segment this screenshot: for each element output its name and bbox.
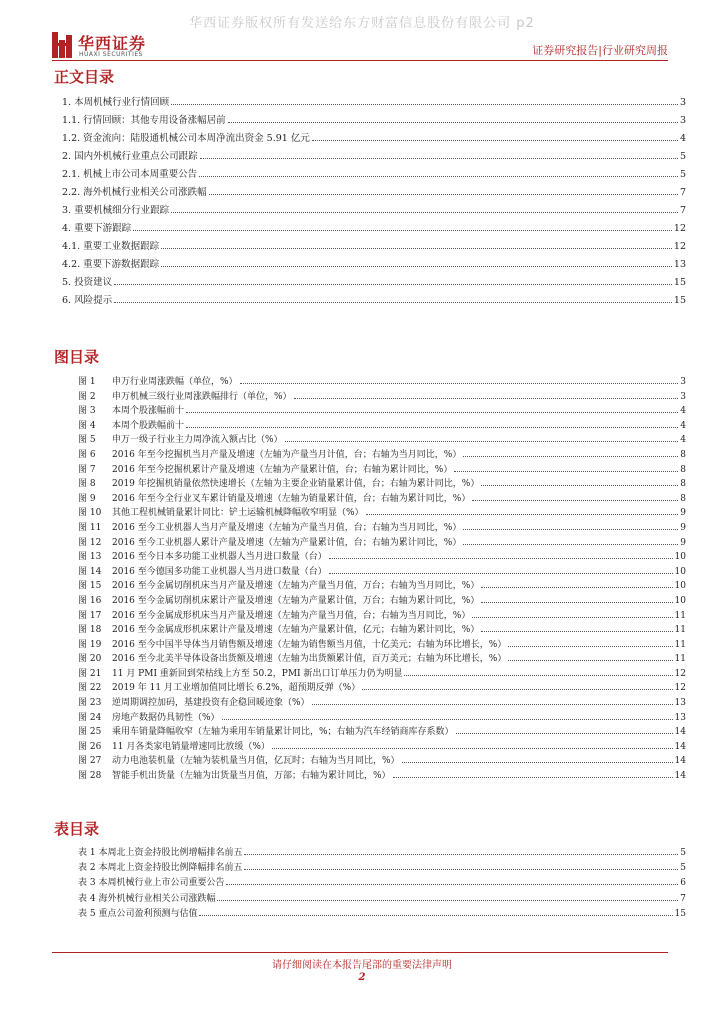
figure-entry-number: 图 27 <box>78 756 102 767</box>
figure-entry-number: 图 7 <box>78 464 96 475</box>
logo-icon <box>52 32 72 58</box>
figure-entry-page: 10 <box>674 595 686 606</box>
dot-leader <box>463 456 678 457</box>
dot-leader <box>393 777 673 778</box>
dot-leader <box>362 689 672 690</box>
figure-entry-title: 申万一级子行业主力周净流入额占比（%） <box>112 435 283 446</box>
figure-entry-page: 8 <box>680 464 686 475</box>
figure-entry-title: 2016 至今北美半导体设备出货额及增速（左轴为出货额累计值，百万美元；右轴为环比增长，%） <box>112 654 507 665</box>
figure-entry-page: 8 <box>680 479 686 490</box>
dot-leader <box>272 748 673 749</box>
dot-leader <box>200 158 678 159</box>
figure-entry-number: 图 28 <box>78 771 102 782</box>
toc-entry-label: 5. 投资建议 <box>62 277 113 288</box>
figure-entry-title: 2016 年至今全行业叉车累计销量及增速（左轴为销量累计值，台；右轴为累计同比，%） <box>112 493 471 504</box>
dot-leader <box>329 558 673 559</box>
figure-entry[interactable] <box>78 492 686 507</box>
figure-entry-title: 房地产数据仍具韧性（%） <box>112 712 220 723</box>
table-entry-page: 5 <box>680 848 686 858</box>
toc-entry[interactable] <box>62 274 686 292</box>
dot-leader <box>463 529 678 530</box>
figure-entry[interactable] <box>78 536 686 551</box>
figure-entry-title: 本周个股跌幅前十 <box>112 420 185 431</box>
dot-leader <box>244 869 678 870</box>
dot-leader <box>463 544 678 545</box>
dot-leader <box>472 500 678 501</box>
figure-entry-number: 图 8 <box>78 479 96 490</box>
toc-entry-label: 4.2. 重要下游数据跟踪 <box>62 259 160 270</box>
figure-list-title: 图目录 <box>54 348 100 366</box>
dot-leader <box>454 471 678 472</box>
table-entry[interactable] <box>78 892 686 907</box>
page-number: 2 <box>358 972 366 983</box>
figure-entry-title: 2019 年 11 月工业增加值同比增长 6.2%，超预期反弹（%） <box>112 683 361 694</box>
dot-leader <box>209 194 678 195</box>
figure-entry-page: 14 <box>674 741 686 752</box>
dot-leader <box>240 383 679 384</box>
toc-entry-page: 12 <box>673 241 686 252</box>
figure-entry-page: 14 <box>674 771 686 782</box>
toc-entry[interactable] <box>62 112 686 130</box>
figure-entry-number: 图 18 <box>78 625 102 636</box>
figure-entry-title: 2016 至今工业机器人累计产量及增速（左轴为产量累计值，台；右轴为累计同比，%） <box>112 537 462 548</box>
table-entry-page: 15 <box>674 908 686 919</box>
figure-entry-number: 图 19 <box>78 639 102 650</box>
dot-leader <box>114 284 672 285</box>
dot-leader <box>244 854 678 855</box>
toc-entry-page: 5 <box>679 169 686 180</box>
toc-entry-label: 2. 国内外机械行业重点公司跟踪 <box>62 151 198 162</box>
dot-leader <box>226 884 678 885</box>
table-entry[interactable] <box>78 861 686 876</box>
figure-entry-number: 图 1 <box>78 377 96 387</box>
dot-leader <box>222 719 673 720</box>
figure-entry-title: 2016 年至今挖掘机累计产量及增速（左轴为产量累计值，台；右轴为累计同比，%） <box>112 464 453 475</box>
figure-entry-number: 图 22 <box>78 683 102 694</box>
table-entry-page: 6 <box>680 878 686 889</box>
figure-entry-number: 图 5 <box>78 435 96 446</box>
figure-entry-number: 图 23 <box>78 698 102 709</box>
figure-entry[interactable] <box>78 696 686 711</box>
dot-leader <box>508 660 672 661</box>
toc-entry[interactable] <box>62 94 686 112</box>
table-entry[interactable] <box>78 907 686 922</box>
dot-leader <box>402 762 673 763</box>
figure-entry-page: 11 <box>674 639 686 650</box>
figure-entry[interactable] <box>78 404 686 419</box>
figure-entry-page: 12 <box>674 683 686 694</box>
dot-leader <box>171 212 678 213</box>
figure-entry-number: 图 15 <box>78 581 102 592</box>
figure-entry-page: 9 <box>680 537 686 548</box>
figure-entry-title: 2016 年至今挖掘机当月产量及增速（左轴为产量当月计值，台；右轴为当月同比，%） <box>112 449 462 460</box>
figure-entry-number: 图 9 <box>78 493 96 504</box>
toc-entry-page: 5 <box>679 151 686 162</box>
dot-leader <box>161 266 672 267</box>
table-list-title: 表目录 <box>54 820 100 838</box>
figure-entry-page: 10 <box>674 552 686 563</box>
dot-leader <box>472 617 672 618</box>
toc-entry-label: 6. 风险提示 <box>62 295 113 306</box>
figure-entry[interactable] <box>78 711 686 726</box>
toc-entry-label: 2.1. 机械上市公司本周重要公告 <box>62 169 198 180</box>
dot-leader <box>217 900 678 901</box>
figure-entry-title: 2016 至今金属成形机床累计产量及增速（左轴为产量累计值，亿元；右轴为累计同比，%） <box>112 625 480 636</box>
figure-entry[interactable] <box>78 565 686 580</box>
dot-leader <box>228 122 678 123</box>
table-entry-label: 表 4 海外机械行业相关公司涨跌幅 <box>78 893 216 904</box>
figure-entry-title: 2016 至今金属成形机床当月产量及增速（左轴为产量当月值，台；右轴为当月同比，%） <box>112 610 471 621</box>
dot-leader <box>161 248 672 249</box>
toc-entry-page: 3 <box>679 97 686 108</box>
dot-leader <box>404 675 672 676</box>
toc-entry[interactable] <box>62 238 686 256</box>
figure-entry[interactable] <box>78 652 686 667</box>
figure-entry-title: 2016 至今中国半导体当月销售额及增速（左轴为销售额当月值，十亿美元；右轴为环比增长，%） <box>112 639 507 650</box>
toc-entry[interactable] <box>62 202 686 220</box>
dot-leader <box>481 631 672 632</box>
figure-entry[interactable] <box>78 433 686 448</box>
figure-entry-page: 11 <box>674 625 686 636</box>
dot-leader <box>171 104 678 105</box>
figure-entry[interactable] <box>78 609 686 624</box>
figure-entry-number: 图 6 <box>78 449 96 460</box>
toc-entry[interactable] <box>62 292 686 310</box>
figure-entry-title: 智能手机出货量（左轴为出货量当月值，万部；右轴为累计同比，%） <box>112 771 391 782</box>
figure-entry[interactable] <box>78 754 686 769</box>
figure-list <box>78 375 686 784</box>
toc-entry-page: 7 <box>679 187 686 198</box>
toc-entry-page: 4 <box>679 133 686 144</box>
figure-entry[interactable] <box>78 667 686 682</box>
table-entry[interactable] <box>78 846 686 861</box>
figure-entry[interactable] <box>78 594 686 609</box>
toc-entry-page: 13 <box>673 259 686 270</box>
table-entry[interactable] <box>78 876 686 891</box>
figure-entry-number: 图 17 <box>78 610 102 621</box>
logo-english-name: HUAXI SECURITIES <box>79 51 143 58</box>
figure-entry[interactable] <box>78 375 686 390</box>
figure-entry[interactable] <box>78 623 686 638</box>
header-divider <box>52 60 668 61</box>
figure-entry-number: 图 11 <box>78 522 102 533</box>
figure-entry-page: 14 <box>674 756 686 767</box>
figure-entry[interactable] <box>78 725 686 740</box>
report-type-label: 证券研究报告|行业研究周报 <box>532 44 668 57</box>
toc-entry[interactable] <box>62 220 686 238</box>
toc-title: 正文目录 <box>54 68 115 86</box>
figure-entry-page: 4 <box>680 435 686 446</box>
dot-leader <box>186 412 678 413</box>
figure-entry[interactable] <box>78 419 686 434</box>
figure-entry-page: 4 <box>680 420 686 431</box>
figure-entry-number: 图 21 <box>78 668 102 679</box>
figure-entry-page: 11 <box>674 654 686 665</box>
company-logo <box>52 30 182 64</box>
watermark-text: 华西证券版权所有发送给东方财富信息股份有限公司 p2 <box>189 16 535 31</box>
figure-entry-title: 申万行业周涨跌幅（单位，%） <box>112 377 238 387</box>
table-entry-page: 5 <box>680 863 686 874</box>
figure-entry[interactable] <box>78 638 686 653</box>
figure-entry-title: 2016 至今金属切削机床累计产量及增速（左轴为产量累计值，万台；右轴为累计同比，%） <box>112 595 480 606</box>
figure-entry-page: 10 <box>674 566 686 577</box>
toc-entry-page: 15 <box>673 277 686 288</box>
figure-entry-number: 图 16 <box>78 595 102 606</box>
dot-leader <box>366 514 679 515</box>
figure-entry[interactable] <box>78 521 686 536</box>
dot-leader <box>456 733 673 734</box>
dot-leader <box>199 176 678 177</box>
dot-leader <box>186 427 678 428</box>
figure-entry-page: 8 <box>680 493 686 504</box>
dot-leader <box>481 485 678 486</box>
toc-entry-label: 1.1. 行情回顾：其他专用设备涨幅居前 <box>62 115 226 126</box>
figure-entry-page: 9 <box>680 508 686 519</box>
toc-entry-label: 4. 重要下游跟踪 <box>62 223 132 234</box>
figure-entry[interactable] <box>78 463 686 478</box>
figure-entry-title: 逆周期调控加码，基建投资有企稳回暖迹象（%） <box>112 698 310 709</box>
figure-entry-title: 2019 年挖掘机销量依然快速增长（左轴为主要企业销量累计值，台；右轴为累计同比，%） <box>112 479 480 490</box>
figure-entry[interactable] <box>78 579 686 594</box>
dot-leader <box>285 441 679 442</box>
toc-entry-label: 1. 本周机械行业行情回顾 <box>62 97 170 108</box>
figure-entry-page: 12 <box>674 668 686 679</box>
dot-leader <box>481 587 672 588</box>
dot-leader <box>481 602 672 603</box>
toc-entry[interactable] <box>62 130 686 148</box>
figure-entry-title: 本周个股涨幅前十 <box>112 406 185 417</box>
figure-entry-title: 11 月各类家电销量增速同比放缓（%） <box>112 741 270 752</box>
figure-entry-number: 图 12 <box>78 537 102 548</box>
figure-entry-number: 图 13 <box>78 552 102 563</box>
figure-entry-title: 申万机械三级行业周涨跌幅排行（单位，%） <box>112 391 292 402</box>
figure-entry[interactable] <box>78 477 686 492</box>
toc-entry-page: 7 <box>679 205 686 216</box>
figure-entry-title: 2016 至今日本多功能工业机器人当月进口数量（台） <box>112 552 327 563</box>
footer-divider <box>52 952 668 953</box>
logo-chinese-name: 华西证券 <box>78 34 147 53</box>
toc-entry-page: 3 <box>679 115 686 126</box>
figure-entry-page: 13 <box>674 712 686 723</box>
figure-entry-title: 动力电池装机量（左轴为装机量当月值，亿瓦时；右轴为当月同比，%） <box>112 756 400 767</box>
figure-entry-number: 图 4 <box>78 420 96 431</box>
dot-leader <box>133 230 672 231</box>
figure-entry[interactable] <box>78 550 686 565</box>
table-entry-label: 表 5 重点公司盈利预测与估值 <box>78 908 198 919</box>
table-entry-label: 表 3 本周机械行业上市公司重要公告 <box>78 878 225 889</box>
figure-entry-number: 图 2 <box>78 391 96 402</box>
toc-entry-label: 3. 重要机械细分行业跟踪 <box>62 205 170 216</box>
figure-entry-number: 图 14 <box>78 566 102 577</box>
figure-entry-page: 10 <box>674 581 686 592</box>
dot-leader <box>199 915 672 916</box>
figure-entry[interactable] <box>78 390 686 405</box>
toc-entry-label: 2.2. 海外机械行业相关公司涨跌幅 <box>62 187 207 198</box>
footer-disclaimer[interactable]: 请仔细阅读在本报告尾部的重要法律声明 <box>272 960 452 971</box>
toc-entry[interactable] <box>62 166 686 184</box>
toc-entry-label: 4.1. 重要工业数据跟踪 <box>62 241 160 252</box>
dot-leader <box>114 302 672 303</box>
toc-entry-label: 1.2. 资金流向：陆股通机械公司本周净流出资金 5.91 亿元 <box>62 133 310 144</box>
figure-entry-title: 其他工程机械销量累计同比：铲土运输机械降幅收窄明显（%） <box>112 508 364 519</box>
toc-entry[interactable] <box>62 184 686 202</box>
figure-entry[interactable] <box>78 448 686 463</box>
toc-list <box>62 94 686 310</box>
figure-entry-title: 11 月 PMI 重新回到荣枯线上方至 50.2，PMI 新出口订单压力仍为明显 <box>112 668 403 679</box>
figure-entry-title: 2016 至今金属切削机床当月产量及增速（左轴为产量当月值，万台；右轴为当月同比，%） <box>112 581 480 592</box>
figure-entry[interactable] <box>78 740 686 755</box>
toc-entry-page: 12 <box>673 223 686 234</box>
figure-entry-page: 13 <box>674 698 686 709</box>
table-entry-label: 表 1 本周北上资金持股比例增幅排名前五 <box>78 848 243 858</box>
figure-entry-title: 乘用车销量降幅收窄（左轴为乘用车销量累计同比，%；右轴为汽车经销商库存系数） <box>112 727 454 738</box>
figure-entry-page: 9 <box>680 522 686 533</box>
figure-entry-title: 2016 至今德国多功能工业机器人当月进口数量（台） <box>112 566 327 577</box>
figure-entry[interactable] <box>78 506 686 521</box>
figure-entry-number: 图 26 <box>78 741 102 752</box>
table-entry-label: 表 2 本周北上资金持股比例降幅排名前五 <box>78 863 243 874</box>
figure-entry[interactable] <box>78 681 686 696</box>
figure-entry-number: 图 10 <box>78 508 102 519</box>
dot-leader <box>312 140 678 141</box>
figure-entry-page: 3 <box>680 377 686 387</box>
figure-entry-number: 图 20 <box>78 654 102 665</box>
figure-entry[interactable] <box>78 769 686 784</box>
figure-entry-number: 图 3 <box>78 406 96 417</box>
dot-leader <box>312 704 673 705</box>
dot-leader <box>294 398 679 399</box>
table-entry-page: 7 <box>680 893 686 904</box>
figure-entry-page: 11 <box>674 610 686 621</box>
toc-entry-page: 15 <box>673 295 686 306</box>
figure-entry-page: 8 <box>680 449 686 460</box>
toc-entry[interactable] <box>62 256 686 274</box>
dot-leader <box>329 573 673 574</box>
figure-entry-number: 图 24 <box>78 712 102 723</box>
figure-entry-number: 图 25 <box>78 727 102 738</box>
table-list <box>78 846 686 922</box>
toc-entry[interactable] <box>62 148 686 166</box>
figure-entry-page: 4 <box>680 406 686 417</box>
dot-leader <box>508 646 672 647</box>
figure-entry-page: 14 <box>674 727 686 738</box>
figure-entry-title: 2016 至今工业机器人当月产量及增速（左轴为产量当月值，台；右轴为当月同比，%） <box>112 522 462 533</box>
figure-entry-page: 3 <box>680 391 686 402</box>
